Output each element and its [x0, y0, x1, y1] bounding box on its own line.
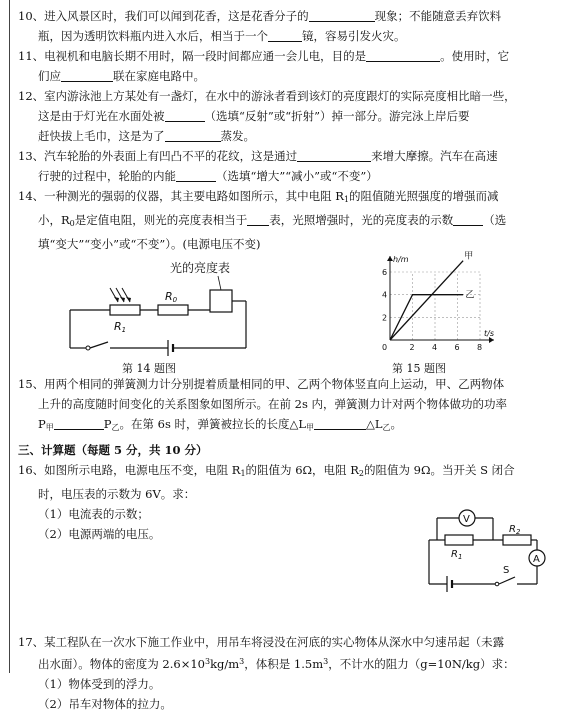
r1-label: R1: [114, 320, 127, 334]
meter-label: 光的亮度表: [170, 261, 231, 275]
r1-resistor: [110, 305, 140, 315]
svg-text:V: V: [463, 514, 470, 525]
r0-label: R0: [165, 290, 178, 304]
answer-blank[interactable]: [453, 213, 483, 226]
section-heading: 三、计算题（每题 5 分，共 10 分）: [18, 443, 208, 457]
sub-question: （2）吊车对物体的拉力。: [38, 697, 172, 711]
origin-label: 0: [382, 343, 388, 352]
question-15: 15、用两个相同的弹簧测力计分别提着质量相同的甲、乙两个物体竖直向上运动，甲、乙两物体 上升的高度随时间变化的关系图象如图所示。在前 2s 内，弹簧测力计对两个物体做功的功率 $P_甲$ $P_乙$。在第 6s 时，弹簧被拉长的长度$\triangle L_甲$ $\triangle L_乙$。: [18, 374, 570, 438]
figure-16-circuit: [423, 506, 548, 591]
answer-blank[interactable]: [247, 213, 269, 226]
light-meter-circuit-diagram: [58, 256, 268, 360]
answer-blank[interactable]: [314, 417, 366, 430]
question-number: 16、: [18, 463, 45, 477]
y-tick-label: 4: [382, 290, 388, 300]
series-label-jia: 甲: [464, 251, 474, 262]
x-tick-label: 6: [454, 343, 460, 352]
answer-blank[interactable]: [165, 129, 221, 142]
x-tick-label: 4: [432, 343, 438, 352]
question-13: 13、汽车轮胎的外表面上有凹凸不平的花纹，这是通过 来增大摩擦。汽车在高速 行驶的过程中，轮胎的内能 （选填“增大”“减小”或“不变”）: [18, 146, 570, 186]
y-tick-label: 6: [382, 268, 388, 277]
answer-blank[interactable]: [309, 9, 375, 22]
answer-blank[interactable]: [268, 29, 302, 42]
series-line-jia: [390, 261, 463, 340]
series-circuit-diagram: [423, 506, 548, 592]
x-tick-label: 8: [477, 343, 483, 352]
answer-blank[interactable]: [54, 417, 104, 430]
figure-row: [18, 251, 570, 375]
figure-15-graph: [370, 250, 500, 374]
question-12: 12、室内游泳池上方某处有一盏灯，在水中的游泳者看到该灯的亮度跟灯的实际亮度相比暗一些， 这是由于灯光在水面处被 （选填“反射”或“折射”）掉一部分。游完泳上岸后要 赶快拔上毛巾，这是为了 蒸发。: [18, 86, 570, 146]
r1-resistor: [445, 535, 473, 545]
svg-text:A: A: [533, 554, 540, 565]
series-label-yi: 乙: [465, 290, 475, 301]
sub-question: （1）电流表的示数；: [38, 507, 149, 521]
question-number: 10、: [18, 9, 45, 23]
figure-14-circuit: [58, 256, 268, 374]
question-10: 10、进入风景区时，我们可以闻到花香，这是花香分子的 现象；不能随意丢弃饮料 瓶，因为透明饮料瓶内进入水后，相当于一个 镜，容易引发火灾。: [18, 6, 570, 46]
r2-resistor: [503, 535, 531, 545]
sub-question: （1）物体受到的浮力。: [38, 677, 161, 691]
x-tick-label: 2: [409, 343, 415, 352]
y-axis-label: h/m: [393, 255, 409, 264]
switch-contact: [86, 346, 90, 350]
question-number: 12、: [18, 89, 45, 103]
height-time-chart: [370, 250, 500, 360]
switch-lever[interactable]: [499, 577, 515, 584]
question-number: 11、: [18, 49, 45, 63]
answer-blank[interactable]: [176, 169, 216, 182]
y-tick-label: 2: [382, 313, 388, 323]
figure-15-caption: 第 15 题图: [392, 362, 446, 375]
figure-14-caption: 第 14 题图: [122, 362, 176, 375]
r2-label: $R_2$: [509, 524, 521, 536]
answer-blank[interactable]: [61, 69, 113, 82]
question-number: 15、: [18, 377, 45, 391]
answer-blank[interactable]: [297, 149, 371, 162]
question-16: 16、如图所示电路，电源电压不变，电阻 $R_1$的阻值为 6Ω，电阻 $R_2$的阻值为 9Ω。当开关 S 闭合 时，电压表的示数为 6V。求： （1）电流表的示数； （2）电源两端的电压。 V $R_1$ $R_2$ A S: [18, 460, 570, 544]
answer-blank[interactable]: [165, 109, 205, 122]
switch-label: S: [503, 565, 510, 576]
r0-resistor: [158, 305, 188, 315]
switch-contact: [495, 582, 499, 586]
r1-label: $R_1$: [451, 549, 463, 561]
left-margin-rule: [9, 0, 10, 673]
question-number: 17、: [18, 635, 45, 649]
answer-blank[interactable]: [366, 49, 440, 62]
question-17: 17、某工程队在一次水下施工作业中，用吊车将浸没在河底的实心物体从深水中匀速吊起（未露 出水面）。物体的密度为 $2.6\times 10^3kg/m^3$，体积是 $1.5m^3$，不计水的阻力（g=10N/kg）求： （1）物体受到的浮力。 （2）吊车对物体的拉力。: [18, 632, 570, 714]
question-14: 14、一种测光的强弱的仪器，其主要电路如图所示，其中电阻 $R_1$的阻值随光照强度的增强而减 小，$R_0$是定值电阻，则光的亮度表相当于 表，光照增强时，光的亮度表的示数 （选 填“变大”“变小”或“不变”）。(电源电压不变): [18, 186, 570, 254]
question-number: 14、: [18, 189, 45, 203]
exam-page: [18, 6, 570, 714]
switch-lever[interactable]: [90, 342, 108, 348]
sub-question: （2）电源两端的电压。: [38, 527, 161, 541]
x-axis-label: t/s: [484, 329, 494, 338]
question-number: 13、: [18, 149, 45, 163]
question-11: 11、电视机和电脑长期不用时，隔一段时间都应通一会儿电，目的是 。使用时，它 们应 联在家庭电路中。: [18, 46, 570, 86]
meter-box: [210, 290, 232, 312]
meter-leader-line: [218, 276, 221, 290]
